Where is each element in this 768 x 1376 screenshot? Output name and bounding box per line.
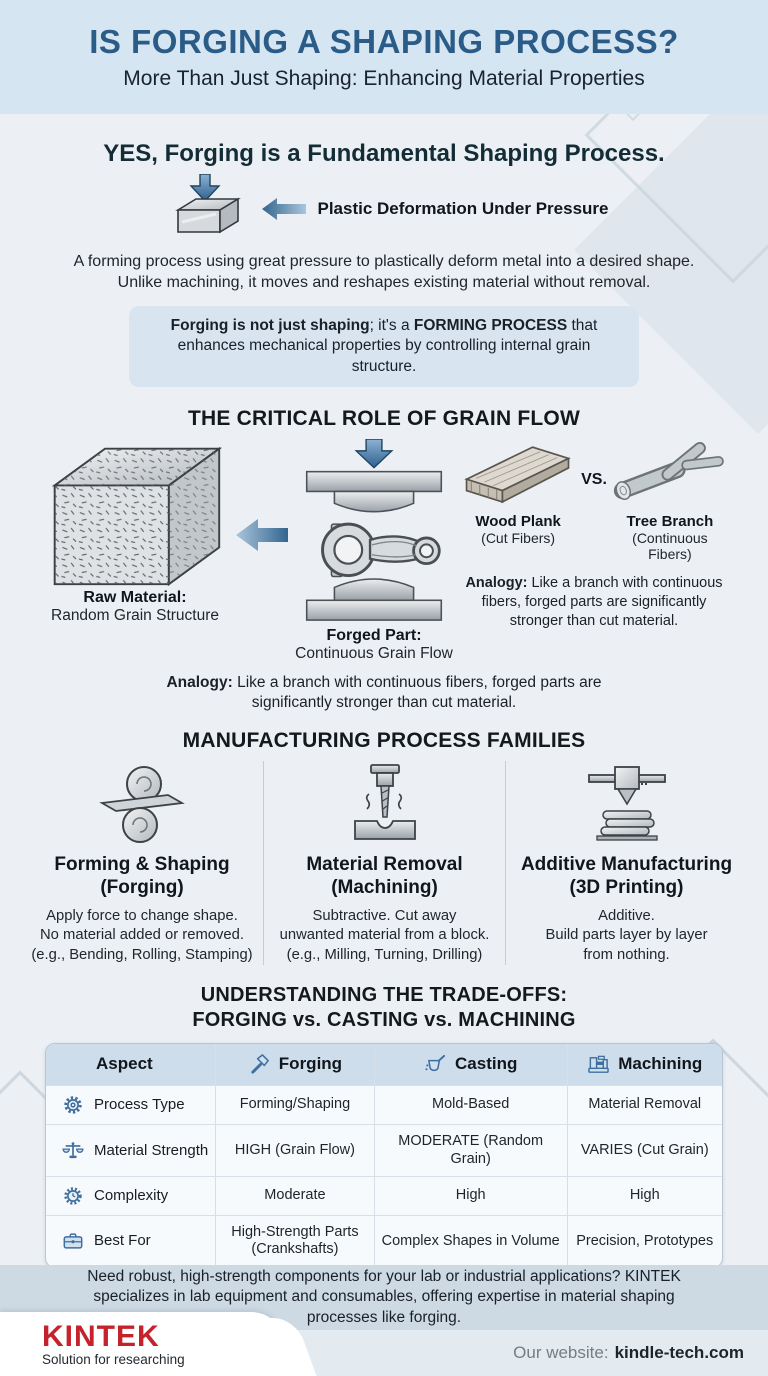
- callout-text-2: that enhances mechanical properties by controlling internal grain structure.: [177, 316, 598, 375]
- table-row-best-for: Best For High-Strength Parts (Crankshafts) Complex Shapes in Volume Precision, Prototypes: [46, 1215, 722, 1265]
- family-description: Subtractive. Cut away unwanted material from a block. (e.g., Milling, Turning, Drilling): [279, 907, 490, 963]
- intro-line-1: A forming process using great pressure to plastically deform metal into a desired shape.: [73, 253, 695, 270]
- wood-plank-subtitle: (Cut Fibers): [481, 529, 556, 546]
- header-aspect: Aspect: [96, 1054, 153, 1074]
- callout-bold-2: FORMING PROCESS: [413, 316, 568, 334]
- analogy-text: Like a branch with continuous fibers, forged parts are significantly stronger than cut material.: [232, 673, 602, 712]
- yes-heading: YES, Forging is a Fundamental Shaping Process.: [103, 140, 665, 167]
- header-casting: Casting: [374, 1044, 567, 1085]
- analogy-text: Like a branch with continuous fibers, forged parts are significantly stronger than cut material.: [481, 574, 723, 629]
- lathe-icon: [587, 1053, 610, 1076]
- forged-part-figure: [294, 439, 454, 663]
- raw-material-figure: [40, 439, 230, 625]
- tree-branch-figure: [611, 439, 729, 562]
- tradeoffs-heading: UNDERSTANDING THE TRADE-OFFS: FORGING vs. CASTING vs. MACHINING: [192, 984, 576, 1032]
- intro-line-2: Unlike machining, it moves and reshapes existing material without removal.: [117, 273, 651, 291]
- family-description: Apply force to change shape. No material added or removed. (e.g., Bending, Rolling, Stamping): [31, 907, 253, 963]
- brand-tagline: Solution for researching: [42, 1352, 185, 1367]
- pressure-label: Plastic Deformation Under Pressure: [317, 199, 609, 218]
- header-forging: Forging: [215, 1044, 374, 1085]
- wood-plank-icon: [459, 439, 577, 511]
- grain-flow-heading: THE CRITICAL ROLE OF GRAIN FLOW: [188, 406, 580, 430]
- families-row: [0, 761, 768, 965]
- family-title: Additive Manufacturing (3D Printing): [520, 854, 733, 899]
- wood-plank-figure: [459, 439, 577, 546]
- forged-part-subtitle: Continuous Grain Flow: [295, 644, 453, 662]
- gear-icon: [62, 1094, 84, 1116]
- family-forming: [21, 761, 263, 965]
- website-url: kindle-tech.com: [614, 1343, 744, 1362]
- table-row-material-strength: Material Strength HIGH (Grain Flow) MODERATE (Random Grain) VARIES (Cut Grain): [46, 1124, 722, 1176]
- wood-plank-title: Wood Plank: [475, 512, 561, 530]
- website-label: Our website:: [513, 1343, 609, 1362]
- scale-icon: [62, 1140, 84, 1162]
- table-row-complexity: Complexity Moderate High High: [46, 1176, 722, 1215]
- vs-label: VS.: [581, 470, 607, 488]
- right-arrow-icon: [236, 517, 288, 553]
- table-row-process-type: Process Type Forming/Shaping Mold-Based Material Removal: [46, 1085, 722, 1124]
- callout-text-1: ; it's a: [369, 316, 414, 334]
- drill-icon: [339, 763, 431, 845]
- family-title: Material Removal (Machining): [306, 854, 463, 899]
- comparison-table: [45, 1043, 723, 1265]
- family-description: Additive. Build parts layer by layer from nothing.: [545, 907, 708, 963]
- pressure-row: [0, 174, 768, 244]
- table-header-row: [46, 1044, 722, 1085]
- footer-message: Need robust, high-strength components for your lab or industrial applications? KINTEK specializes in lab equipment and consumables, offering expertise in material shaping processes like forging.: [87, 1268, 681, 1326]
- page-title: IS FORGING A SHAPING PROCESS?: [89, 23, 679, 60]
- left-arrow-icon: [262, 197, 306, 221]
- hammer-icon: [248, 1053, 271, 1076]
- brand-card: [0, 1312, 282, 1376]
- header-machining: Machining: [567, 1044, 722, 1085]
- complexity-gear-icon: [62, 1185, 84, 1207]
- brand-logo: KINTEK: [42, 1320, 160, 1353]
- tree-branch-title: Tree Branch: [626, 512, 714, 530]
- forging-press-icon: [294, 439, 454, 627]
- callout-bold-1: Forging is not just shaping: [170, 316, 370, 334]
- tree-branch-subtitle: (Continuous Fibers): [632, 529, 708, 562]
- pressed-block-icon: [160, 174, 250, 244]
- family-title: Forming & Shaping (Forging): [54, 854, 230, 899]
- grain-flow-row: [0, 439, 768, 663]
- raw-material-title: Raw Material:: [83, 588, 187, 606]
- analogy-column: [460, 439, 728, 631]
- families-heading: MANUFACTURING PROCESS FAMILIES: [182, 729, 586, 753]
- briefcase-icon: [62, 1230, 84, 1252]
- callout-box: [129, 306, 639, 387]
- raw-cube-icon: [40, 439, 230, 589]
- analogy-side-text: [460, 574, 728, 631]
- plank-vs-branch: [460, 439, 728, 562]
- header-banner: [0, 0, 768, 114]
- rolling-mill-icon: [96, 763, 188, 845]
- page-subtitle: More Than Just Shaping: Enhancing Material Properties: [123, 67, 645, 90]
- forged-part-title: Forged Part:: [326, 626, 422, 644]
- website-line: [513, 1343, 744, 1363]
- analogy-label: Analogy:: [166, 673, 233, 691]
- analogy-bottom-text: [134, 673, 634, 713]
- main-content: [0, 114, 768, 1265]
- analogy-label: Analogy:: [465, 574, 528, 591]
- intro-paragraph: [0, 252, 768, 294]
- casting-ladle-icon: [424, 1053, 447, 1076]
- family-additive: [505, 761, 747, 965]
- printer-3d-icon: [581, 763, 673, 845]
- raw-material-subtitle: Random Grain Structure: [51, 606, 219, 624]
- family-machining: [263, 761, 505, 965]
- tree-branch-icon: [611, 439, 729, 511]
